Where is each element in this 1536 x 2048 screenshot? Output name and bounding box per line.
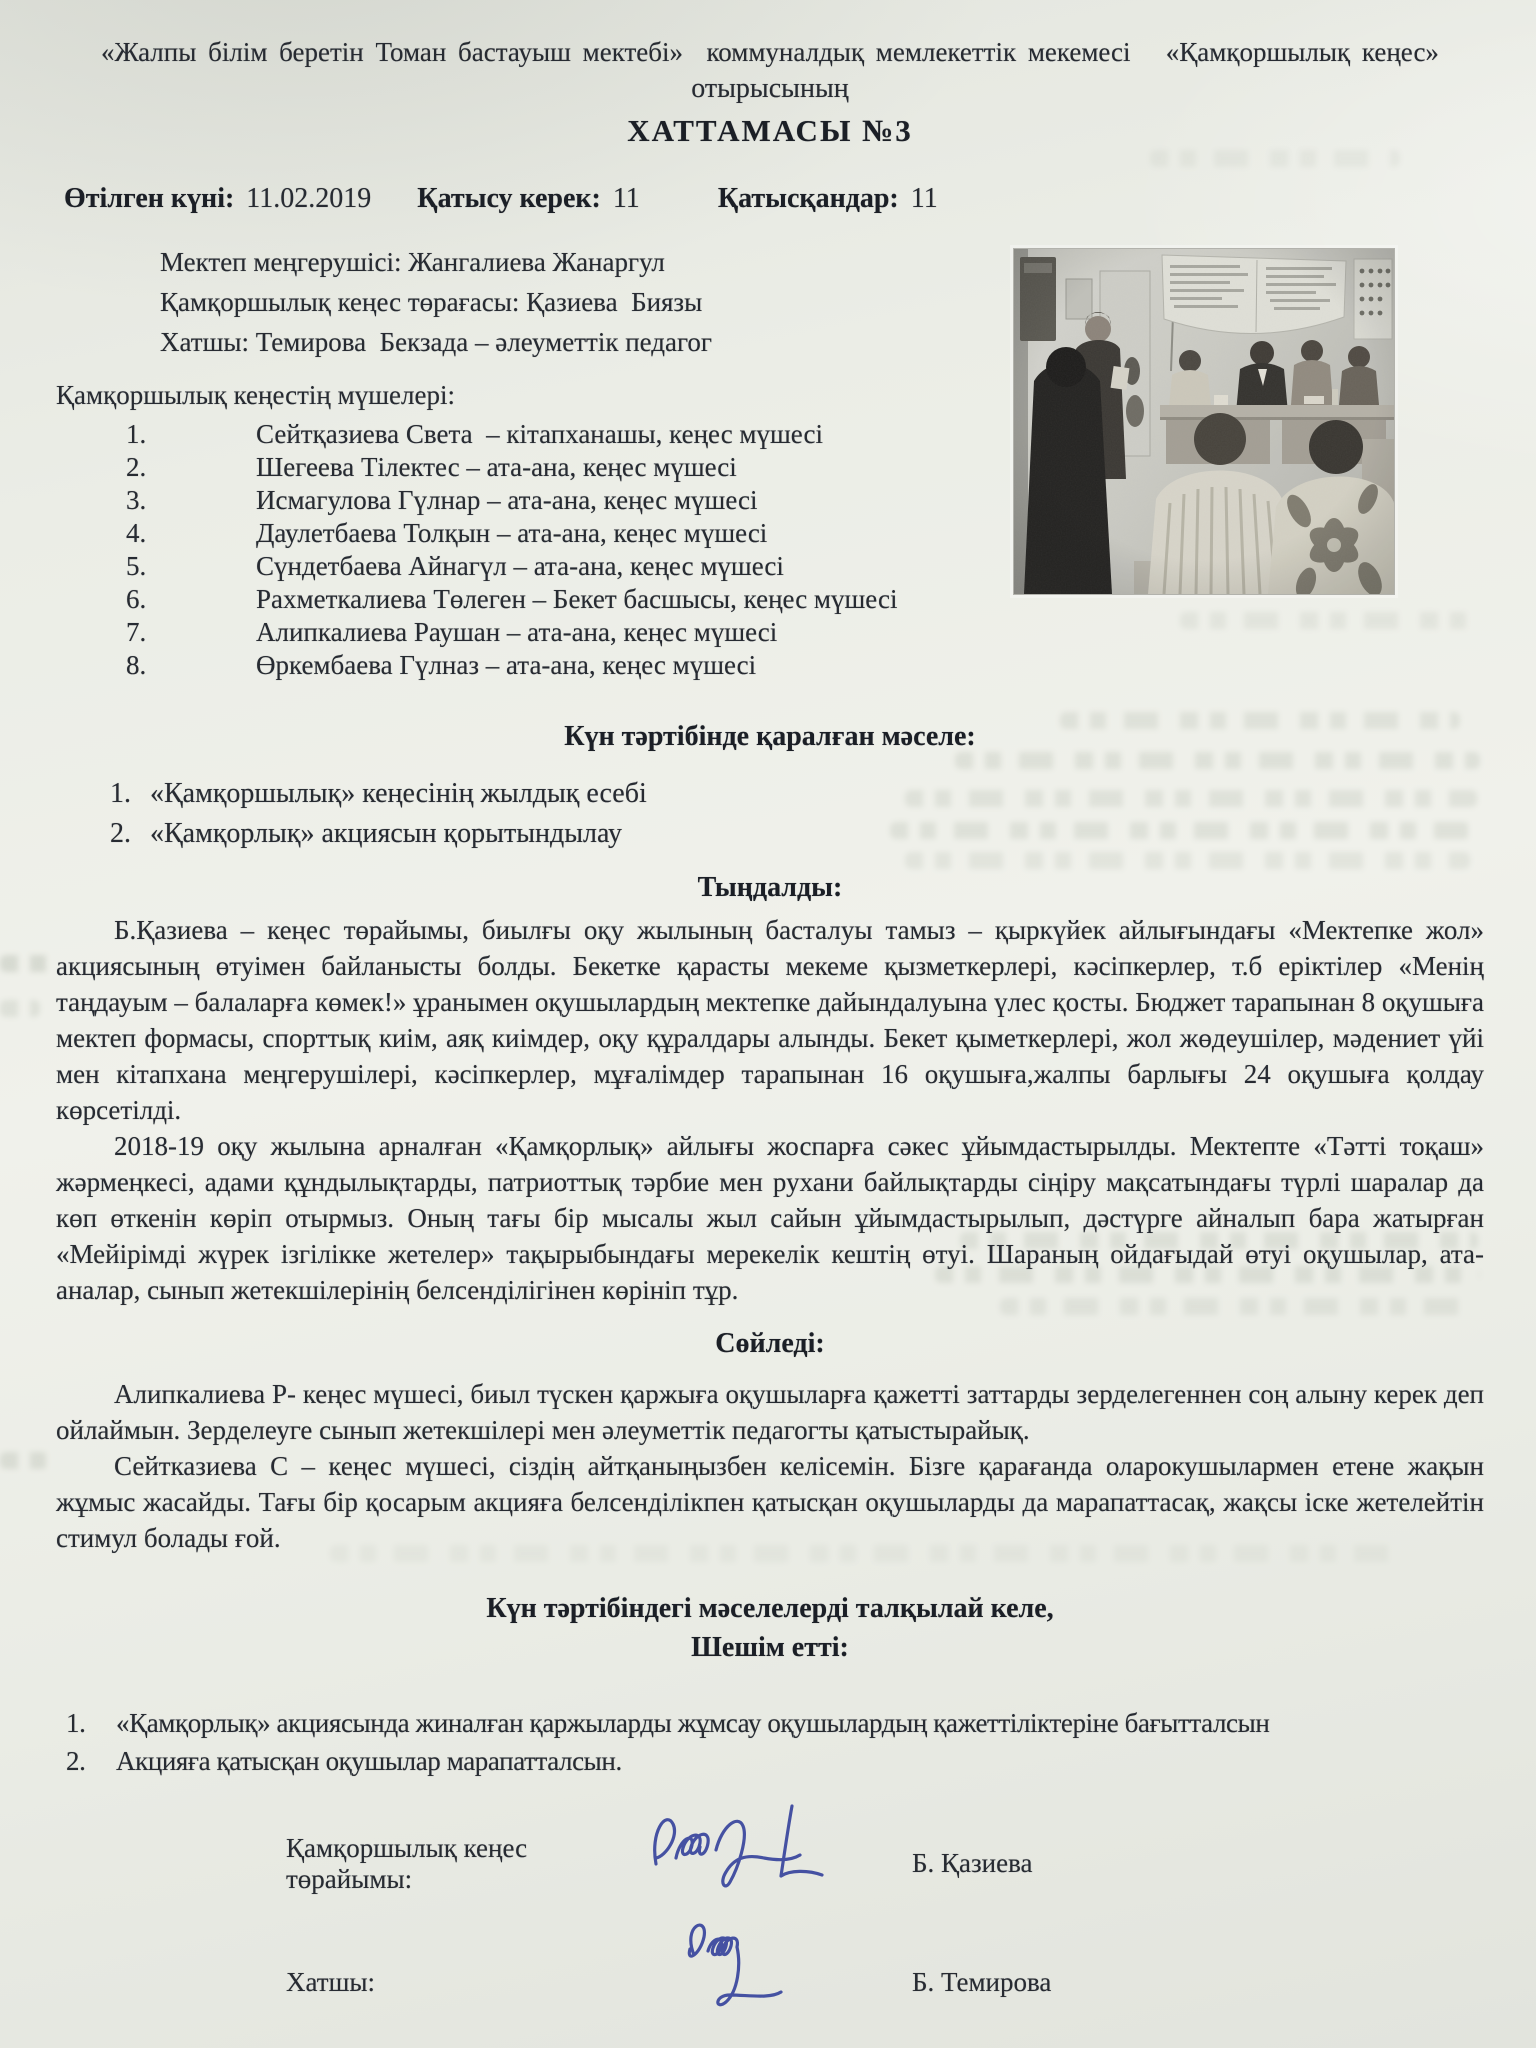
decision-item bbox=[56, 1742, 1484, 1780]
heard-section-heading: Тыңдалды: bbox=[697, 872, 843, 903]
agenda-list bbox=[56, 774, 1484, 854]
agenda-item-number: 1. bbox=[110, 778, 131, 809]
member-row bbox=[56, 616, 1484, 649]
member-row bbox=[56, 517, 1484, 550]
signature-row-chair bbox=[286, 1816, 1484, 1911]
agenda-heading: Күн тәртібінде қаралған мәселе: bbox=[564, 721, 976, 752]
document-header-line-1: «Жалпы білім беретін Томан бастауыш мектебі» коммуналдық мемлекеттік мекемесі «Қамқоршылық кеңес» bbox=[101, 37, 1439, 67]
decision-list bbox=[56, 1704, 1484, 1780]
signature-name-secretary: Б. Темирова bbox=[912, 1966, 1052, 1997]
member-text: Рахметкалиева Төлеген – Бекет басшысы, кеңес мүшесі bbox=[256, 584, 898, 614]
spoke-paragraph-2: Сейтказиева С – кеңес мүшесі, сіздің айтқаныңызбен келісемін. Бізге қарағанда оларокушылармен етене жақын жұмыс жасайды. Тағы бір қосарым акцияға белсенділікпен қатысқан оқушыларды да марапаттасақ, жақсы іске жетелейтін стимул болады ғой. bbox=[56, 1451, 1484, 1553]
decision-heading-line-2: Шешім етті: bbox=[691, 1632, 849, 1663]
attended-value: 11 bbox=[910, 183, 938, 214]
member-row bbox=[56, 451, 1484, 484]
members-list bbox=[56, 418, 1484, 682]
required-value: 11 bbox=[612, 183, 640, 214]
decision-item-text: «Қамқорлық» акциясында жиналған қаржыларды жұмсау оқушылардың қажеттіліктеріне бағытталсын bbox=[116, 1708, 1270, 1738]
signature-row-secretary bbox=[286, 1927, 1484, 2037]
members-heading: Қамқоршылық кеңестің мүшелері: bbox=[56, 380, 455, 410]
decision-heading-line-1: Күн тәртібіндегі мәселелерді талқылай келе, bbox=[486, 1593, 1054, 1624]
attended-label: Қатысқандар: bbox=[717, 183, 899, 214]
signature-label-chair: Қамқоршылық кеңес төрайымы: bbox=[286, 1832, 528, 1894]
agenda-item-text: «Қамқорлық» акциясын қорытындылау bbox=[150, 818, 623, 849]
signature-name-chair: Б. Қазиева bbox=[912, 1848, 1033, 1878]
agenda-item-text: «Қамқоршылық» кеңесінің жылдық есебі bbox=[150, 778, 647, 809]
member-number: 7. bbox=[126, 617, 147, 647]
official-line-director: Мектеп меңгерушісі: Жангалиева Жанаргул bbox=[160, 247, 665, 277]
member-text: Даулетбаева Толқын – ата-ана, кеңес мүшесі bbox=[256, 518, 768, 548]
spoke-section-heading: Сөйледі: bbox=[715, 1328, 825, 1359]
decision-item-number: 1. bbox=[66, 1708, 86, 1738]
signature-label-secretary: Хатшы: bbox=[286, 1966, 376, 1997]
member-row bbox=[56, 484, 1484, 517]
meeting-info-row bbox=[64, 182, 1484, 216]
member-row bbox=[56, 583, 1484, 616]
decision-item-text: Акцияға қатысқан оқушылар марапатталсын. bbox=[116, 1746, 622, 1776]
spoke-paragraph-1: Алипкалиева Р- кеңес мүшесі, биыл түскен қаржыға оқушыларға қажетті заттарды зерделегеннен соң алыну керек деп ойлаймын. Зерделеуге сынып жетекшілері мен әлеуметтік педагогты қатыстырайық. bbox=[56, 1379, 1484, 1445]
member-number: 5. bbox=[126, 551, 147, 581]
heard-paragraph-1: Б.Қазиева – кеңес төрайымы, биылғы оқу жылының басталуы тамыз – қыркүйек айлығындағы «Мектепке жол» акциясының өтуімен байланысты болды. Бекетке қарасты мекеме қызметкерлері, кәсіпкерлер, т.б еріктілер «Менің таңдауым – балаларға көмек!» ұранымен оқушылардың мектепке дайындалуына үлес қосты. Бюджет тарапынан 8 оқушыға мектеп формасы, спорттық киім, аяқ киімдер, оқу құралдары алынды. Бекет қыметкерлері, жол жөдеушілер, мәдениет үйі мен кітапхана меңгерушілері, кәсіпкерлер, мұғалімдер тарапынан 16 оқушыға,жалпы барлығы 24 оқушыға қолдау көрсетілді. bbox=[56, 915, 1484, 1125]
agenda-item bbox=[56, 774, 1484, 814]
member-text: Өркембаева Гүлназ – ата-ана, кеңес мүшесі bbox=[256, 650, 757, 680]
agenda-item bbox=[56, 814, 1484, 854]
heard-paragraph-2: 2018-19 оқу жылына арналған «Қамқорлық» айлығы жоспарға сәкес ұйымдастырылды. Мектепте «Тәтті тоқаш» жәрмеңкесі, адами құндылықтарды, патриоттық тәрбие мен рухани байлықтарды сіңіру мақсатындағы түрлі шаралар да көп өткенін көріп отырмыз. Оның тағы бір мысалы жыл сайын ұйымдастырылып, дәстүрге айналып бара жатырған «Мейірімді жүрек ізгілікке жетелер» тақырыбындағы мерекелік кештің өтуі. Шараның ойдағыдай өтуі оқушылар, ата-аналар, сынып жетекшілерінің белсенділігінен көрініп тұр. bbox=[56, 1131, 1484, 1305]
document-header-line-2: отырысының bbox=[691, 73, 849, 104]
member-number: 2. bbox=[126, 452, 147, 482]
member-number: 3. bbox=[126, 485, 147, 515]
decision-item-number: 2. bbox=[66, 1746, 86, 1776]
document-title: ХАТТАМАСЫ №3 bbox=[627, 113, 913, 148]
agenda-item-number: 2. bbox=[110, 818, 131, 849]
official-line-chair: Қамқоршылық кеңес төрағасы: Қазиева Биязы bbox=[160, 287, 703, 317]
member-row bbox=[56, 550, 1484, 583]
member-number: 4. bbox=[126, 518, 147, 548]
member-number: 6. bbox=[126, 584, 147, 614]
member-text: Шегеева Тілектес – ата-ана, кеңес мүшесі bbox=[256, 452, 737, 482]
member-row bbox=[56, 418, 1484, 451]
decision-item bbox=[56, 1704, 1484, 1742]
member-text: Исмагулова Гүлнар – ата-ана, кеңес мүшесі bbox=[256, 485, 758, 515]
member-text: Сейтқазиева Света – кітапханашы, кеңес мүшесі bbox=[256, 419, 823, 449]
member-number: 8. bbox=[126, 650, 147, 680]
member-number: 1. bbox=[126, 419, 147, 449]
member-text: Алипкалиева Раушан – ата-ана, кеңес мүшесі bbox=[256, 617, 778, 647]
required-label: Қатысу керек: bbox=[417, 183, 601, 214]
officials-block bbox=[160, 242, 1484, 362]
date-value: 11.02.2019 bbox=[246, 183, 372, 214]
member-row bbox=[56, 649, 1484, 682]
official-line-secretary: Хатшы: Темирова Бекзада – әлеуметтік педагог bbox=[160, 327, 712, 357]
signature-temirova-autograph bbox=[642, 1927, 857, 2037]
date-label: Өтілген күні: bbox=[64, 183, 235, 214]
member-text: Сүндетбаева Айнагүл – ата-ана, кеңес мүшесі bbox=[256, 551, 784, 581]
signature-kazieva-autograph bbox=[642, 1816, 857, 1911]
